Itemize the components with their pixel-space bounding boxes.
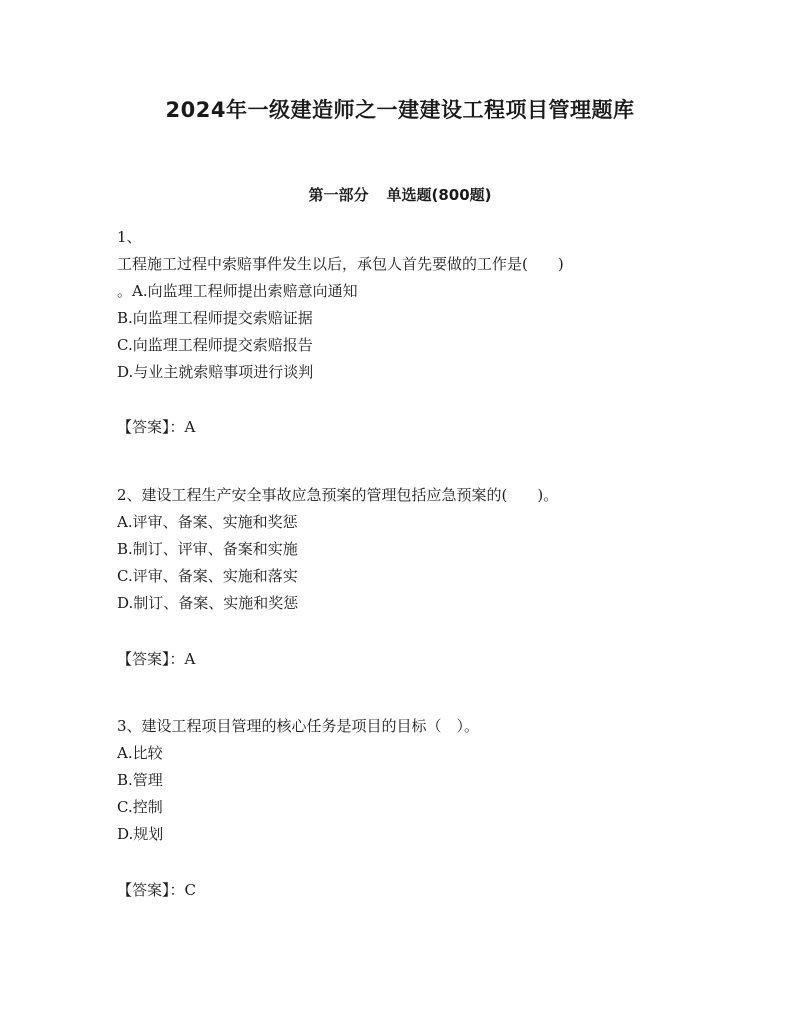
question-1-answer xyxy=(117,417,195,437)
answer-value: C xyxy=(184,881,196,899)
question-3-option-a: A.比较 xyxy=(117,744,163,762)
section-name: 单选题(800题) xyxy=(386,186,492,204)
question-2-option-b: B.制订、评审、备案和实施 xyxy=(117,540,298,558)
answer-value: A xyxy=(184,650,196,668)
question-1-option-c: C.向监理工程师提交索赔报告 xyxy=(117,336,313,354)
answer-label: 【答案】： xyxy=(117,418,185,436)
question-1-number: 1、 xyxy=(117,228,142,246)
question-1-option-d: D.与业主就索赔事项进行谈判 xyxy=(117,363,314,381)
question-3-option-c: C.控制 xyxy=(117,798,163,816)
answer-label: 【答案】： xyxy=(117,881,185,899)
question-3-option-d: D.规划 xyxy=(117,825,164,843)
section-label: 第一部分 xyxy=(308,186,369,204)
question-1-stem: 工程施工过程中索赔事件发生以后，承包人首先要做的工作是( ) xyxy=(117,255,564,273)
section-heading xyxy=(0,184,800,205)
question-2-option-c: C.评审、备案、实施和落实 xyxy=(117,567,298,585)
question-2-option-a: A.评审、备案、实施和奖惩 xyxy=(117,513,298,531)
question-1-option-b: B.向监理工程师提交索赔证据 xyxy=(117,309,313,327)
question-2-answer xyxy=(117,649,195,669)
question-3-stem: 3、建设工程项目管理的核心任务是项目的目标（ ）。 xyxy=(117,717,480,735)
answer-value: A xyxy=(184,418,196,436)
answer-label: 【答案】： xyxy=(117,650,185,668)
question-3-option-b: B.管理 xyxy=(117,771,163,789)
question-2-stem: 2、建设工程生产安全事故应急预案的管理包括应急预案的( )。 xyxy=(117,486,559,504)
document-title: 2024年一级建造师之一建建设工程项目管理题库 xyxy=(165,98,635,122)
question-1-option-a: 。A.向监理工程师提出索赔意向通知 xyxy=(117,282,358,300)
question-2-option-d: D.制订、备案、实施和奖惩 xyxy=(117,594,299,612)
question-3-answer xyxy=(117,880,196,900)
